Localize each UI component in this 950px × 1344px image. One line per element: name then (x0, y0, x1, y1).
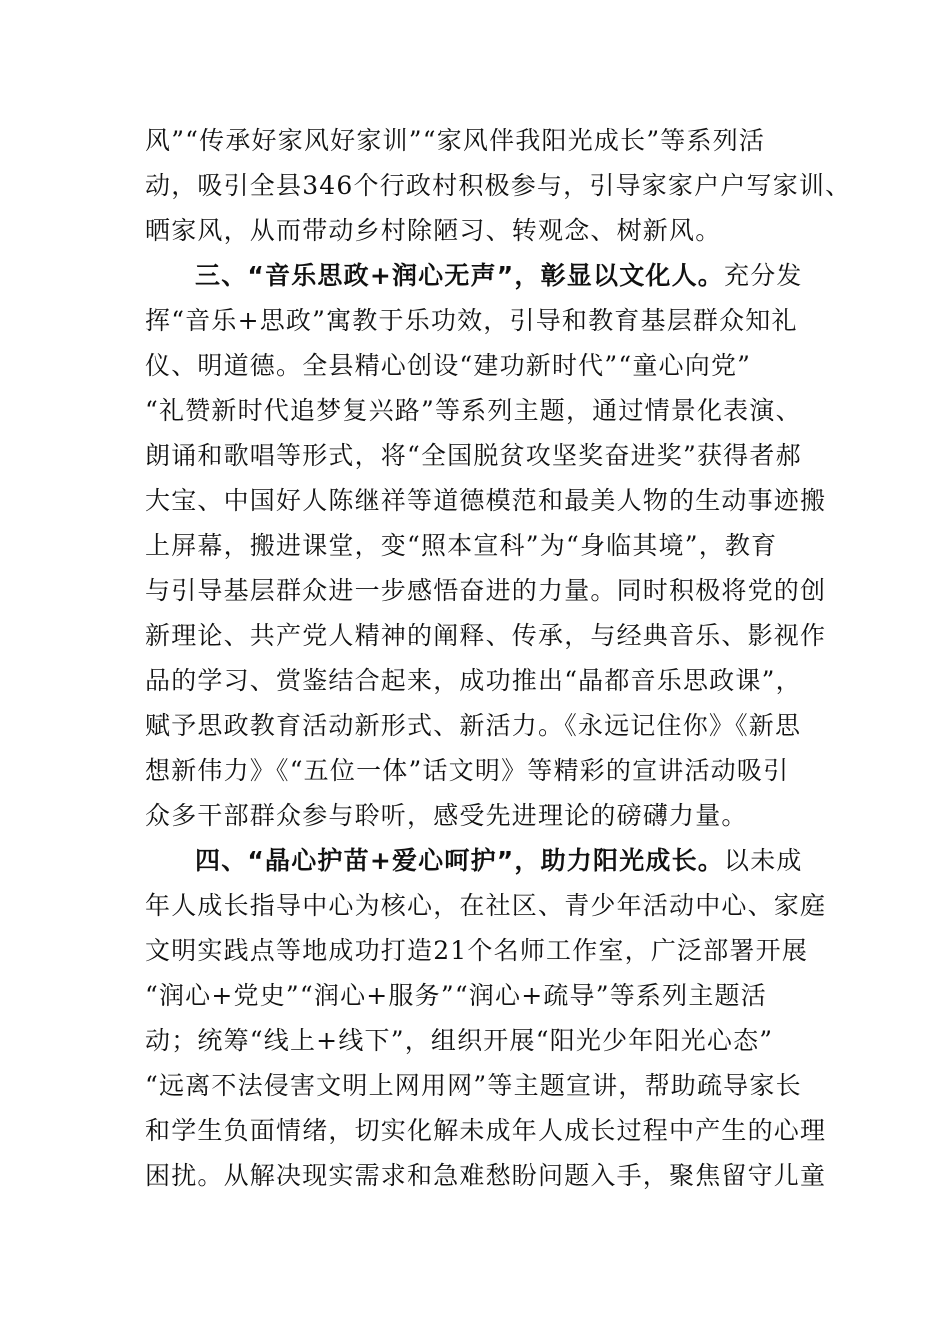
body-text-line: 困扰。从解决现实需求和急难愁盼问题入手，聚焦留守儿童 (145, 1161, 827, 1190)
body-text-line: “礼赞新时代追梦复兴路”等系列主题，通过情景化表演、 (145, 396, 802, 425)
body-text-line: “远离不法侵害文明上网用网”等主题宣讲，帮助疏导家长 (145, 1071, 802, 1100)
body-text-line: 风”“传承好家风好家训”“家风伴我阳光成长”等系列活 (145, 126, 766, 155)
body-text-line: 众多干部群众参与聆听，感受先进理论的磅礴力量。 (145, 801, 748, 830)
body-text-line: 挥“音乐+思政”寓教于乐功效，引导和教育基层群众知礼 (145, 306, 798, 335)
section-heading-three: 三、“音乐思政+润心无声”，彰显以文化人。 (195, 261, 725, 290)
body-text-line: 大宝、中国好人陈继祥等道德模范和最美人物的生动事迹搬 (145, 486, 827, 515)
body-text-line: 年人成长指导中心为核心，在社区、青少年活动中心、家庭 (145, 891, 827, 920)
body-text-line: 赋予思政教育活动新形式、新活力。《永远记住你》《新思 (145, 711, 802, 740)
body-text-line: 品的学习、赏鉴结合起来，成功推出“晶都音乐思政课”， (145, 666, 802, 695)
body-text-line: 想新伟力》《“五位一体”话文明》等精彩的宣讲活动吸引 (145, 756, 790, 785)
body-text-line: 上屏幕，搬进课堂，变“照本宣科”为“身临其境”，教育 (145, 531, 778, 560)
body-text-span: 以未成 (724, 846, 803, 875)
body-text-line: 文明实践点等地成功打造21个名师工作室，广泛部署开展 (145, 936, 809, 965)
body-text-line: 朗诵和歌唱等形式，将“全国脱贫攻坚奖奋进奖”获得者郝 (145, 441, 802, 470)
body-text-line: 仪、明道德。全县精心创设“建功新时代”“童心向党” (145, 351, 752, 380)
body-text-line: 动；统筹“线上+线下”，组织开展“阳光少年阳光心态” (145, 1026, 774, 1055)
section-heading-four: 四、“晶心护苗+爱心呵护”，助力阳光成长。 (195, 846, 725, 875)
body-text-line: 晒家风，从而带动乡村除陋习、转观念、树新风。 (145, 216, 722, 245)
body-text-span: 充分发 (724, 261, 803, 290)
body-text-line: “润心+党史”“润心+服务”“润心+疏导”等系列主题活 (145, 981, 767, 1010)
section-three-first-line (195, 254, 803, 298)
body-text-line: 与引导基层群众进一步感悟奋进的力量。同时积极将党的创 (145, 576, 827, 605)
body-text-line: 新理论、共产党人精神的阐释、传承，与经典音乐、影视作 (145, 621, 827, 650)
body-text-line: 和学生负面情绪，切实化解未成年人成长过程中产生的心理 (145, 1116, 827, 1145)
section-four-first-line (195, 839, 803, 883)
body-text-line: 动，吸引全县346个行政村积极参与，引导家家户户写家训、 (145, 171, 852, 200)
